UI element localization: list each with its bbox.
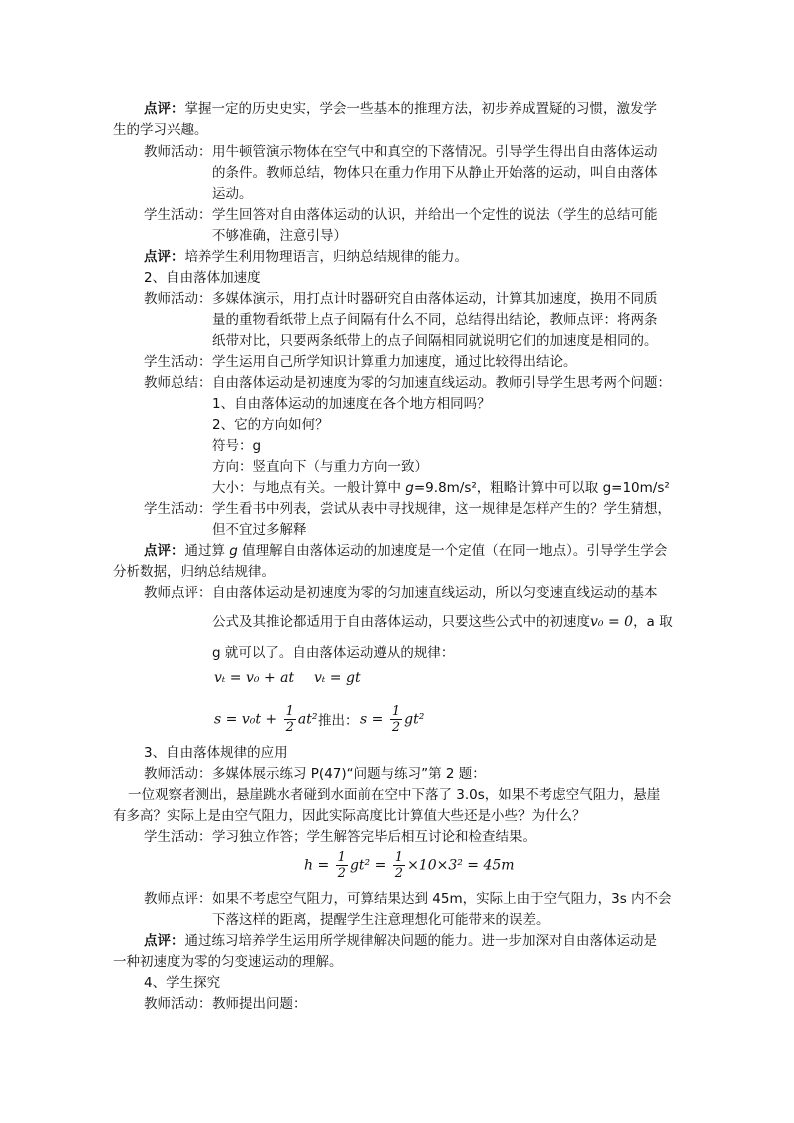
student-activity-text: 但不宜过多解释 — [212, 522, 307, 538]
comment-label: 点评： — [144, 933, 185, 949]
student-activity-label: 学生活动： — [144, 501, 212, 517]
section-heading: 2、自由落体加速度 — [144, 270, 261, 286]
comment-text: 一种初速度为零的匀变速运动的理解。 — [113, 954, 343, 970]
formula-part: at² — [297, 711, 318, 728]
fraction-half — [284, 704, 296, 735]
exercise-question: 有多高？实际上是由空气阻力，因此实际高度比计算值大些还是小些？为什么？ — [113, 808, 586, 824]
fraction-denominator: 2 — [391, 720, 401, 735]
teacher-comment-text: 如果不考虑空气阻力，可算结果达到 45m，实际上由于空气阻力，3s 内不会 — [212, 891, 672, 907]
direction-line: 方向：竖直向下（与重力方向一致） — [212, 459, 428, 475]
fraction-half — [390, 704, 402, 735]
teacher-comment-text: g 就可以了。自由落体运动遵从的规律： — [212, 645, 455, 661]
fraction-half — [393, 850, 405, 881]
teacher-comment-label: 教师点评： — [144, 585, 212, 601]
symbol-line: 符号：g — [212, 438, 262, 454]
comment-paragraph — [144, 100, 657, 118]
comment-text: 培养学生利用物理语言，归纳总结规律的能力。 — [184, 249, 468, 265]
teacher-comment-text: 公式及其推论都适用于自由落体运动，只要这些公式中的初速度 — [212, 614, 590, 630]
exercise-question: 一位观察者测出，悬崖跳水者碰到水面前在空中下落了 3.0s，如果不考虑空气阻力，悬崖 — [128, 787, 661, 803]
comment-paragraph — [144, 248, 468, 266]
fraction-denominator: 2 — [337, 866, 346, 881]
teacher-activity-label: 教师活动： — [144, 144, 212, 160]
comment-text: 掌握一定的历史史实，学会一些基本的推理方法，初步养成置疑的习惯，激发学 — [184, 101, 657, 117]
formula-velocity-free-fall: vₜ = gt — [314, 670, 361, 686]
comment-symbol: g — [229, 543, 238, 559]
fraction-denominator: 2 — [285, 720, 294, 735]
magnitude-line — [212, 479, 670, 497]
formula-velocity-general: vₜ = v₀ + at — [214, 670, 295, 686]
fraction-numerator: 1 — [394, 850, 404, 865]
student-activity-text: 学习独立作答；学生解答完毕后相互讨论和检查结果。 — [212, 829, 536, 845]
teacher-activity-text: 纸带对比，只要两条纸带上的点子间隔相同就说明它们的加速度是相同的。 — [212, 333, 658, 349]
formula-part: h = — [304, 857, 334, 874]
teacher-activity-label: 教师活动： — [144, 291, 212, 307]
formula-part: gt² — [404, 711, 425, 728]
comment-text: 通过算 — [184, 543, 230, 559]
fraction-denominator: 2 — [394, 866, 404, 881]
student-activity-text: 学生看书中列表，尝试从表中寻找规律，这一规律是怎样产生的？学生猜想， — [212, 501, 671, 517]
teacher-activity-text: 多媒体演示，用打点计时器研究自由落体运动，计算其加速度，换用不同质 — [212, 291, 658, 307]
teacher-activity-label: 教师活动： — [144, 996, 212, 1012]
comment-text: 值理解自由落体运动的加速度是一个定值（在同一地点）。引导学生学会 — [237, 543, 668, 559]
fraction-numerator: 1 — [391, 704, 401, 719]
teacher-comment-text — [212, 613, 673, 631]
section-heading: 4、学生探究 — [144, 975, 221, 991]
formula-part: ×10×3² = 45m — [407, 857, 515, 874]
teacher-activity-text: 教师提出问题： — [212, 996, 307, 1012]
teacher-activity-text: 量的重物看纸带上点子间隔有什么不同，总结得出结论，教师点评：将两条 — [212, 312, 658, 328]
teacher-activity-text: 多媒体展示练习 P(47)“问题与练习”第 2 题： — [212, 766, 486, 782]
comment-paragraph — [144, 932, 657, 950]
comment-text: 通过练习培养学生运用所学规律解决问题的能力。进一步加深对自由落体运动是 — [184, 933, 657, 949]
teacher-activity-text: 运动。 — [212, 186, 253, 202]
fraction-numerator: 1 — [337, 850, 346, 865]
teacher-summary-text: 自由落体运动是初速度为零的匀加速直线运动。教师引导学生思考两个问题： — [212, 375, 671, 391]
comment-label: 点评： — [144, 543, 185, 559]
teacher-activity-label: 教师活动： — [144, 766, 212, 782]
magnitude-value: =9.8m/s²，粗略计算中可以取 g=10m/s² — [413, 480, 670, 496]
student-activity-label: 学生活动： — [144, 829, 212, 845]
comment-label: 点评： — [144, 249, 185, 265]
comment-text: 生的学习兴趣。 — [113, 122, 208, 138]
student-activity-text: 学生运用自己所学知识计算重力加速度，通过比较得出结论。 — [212, 354, 577, 370]
teacher-comment-label: 教师点评： — [144, 891, 212, 907]
infer-label: 推出： — [318, 713, 359, 729]
teacher-comment-text: 下落这样的距离，提醒学生注意理想化可能带来的误差。 — [212, 912, 550, 928]
question-item: 2、它的方向如何？ — [212, 417, 329, 433]
comment-paragraph — [144, 542, 667, 560]
student-activity-text: 不够准确，注意引导） — [212, 228, 347, 244]
formula-displacement-general — [214, 704, 317, 735]
teacher-comment-text: 自由落体运动是初速度为零的匀加速直线运动，所以匀变速直线运动的基本 — [212, 585, 658, 601]
formula-part: gt² = — [349, 857, 391, 874]
comment-text: 分析数据，归纳总结规律。 — [113, 564, 275, 580]
magnitude-symbol: g — [405, 480, 414, 496]
fraction-numerator: 1 — [285, 704, 294, 719]
student-activity-text: 学生回答对自由落体运动的认识，并给出一个定性的说法（学生的总结可能 — [212, 207, 658, 223]
magnitude-text: 大小：与地点有关。一般计算中 — [212, 480, 406, 496]
comment-label: 点评： — [144, 101, 185, 117]
formula-displacement-free-fall — [360, 704, 424, 735]
student-activity-label: 学生活动： — [144, 207, 212, 223]
teacher-activity-text: 用牛顿管演示物体在空气中和真空的下落情况。引导学生得出自由落体运动 — [212, 144, 658, 160]
formula-part: s = v₀t + — [214, 711, 282, 728]
teacher-comment-text: ，a 取 — [633, 614, 673, 630]
formula-part: s = — [360, 711, 388, 728]
fraction-half — [336, 850, 348, 881]
height-calculation — [304, 850, 515, 881]
teacher-summary-label: 教师总结： — [144, 375, 212, 391]
teacher-activity-text: 的条件。教师总结，物体只在重力作用下从静止开始落的运动，叫自由落体 — [212, 165, 658, 181]
initial-velocity-formula: v₀ = 0 — [590, 614, 634, 630]
student-activity-label: 学生活动： — [144, 354, 212, 370]
section-heading: 3、自由落体规律的应用 — [144, 745, 288, 761]
question-item: 1、自由落体运动的加速度在各个地方相同吗？ — [212, 396, 491, 412]
